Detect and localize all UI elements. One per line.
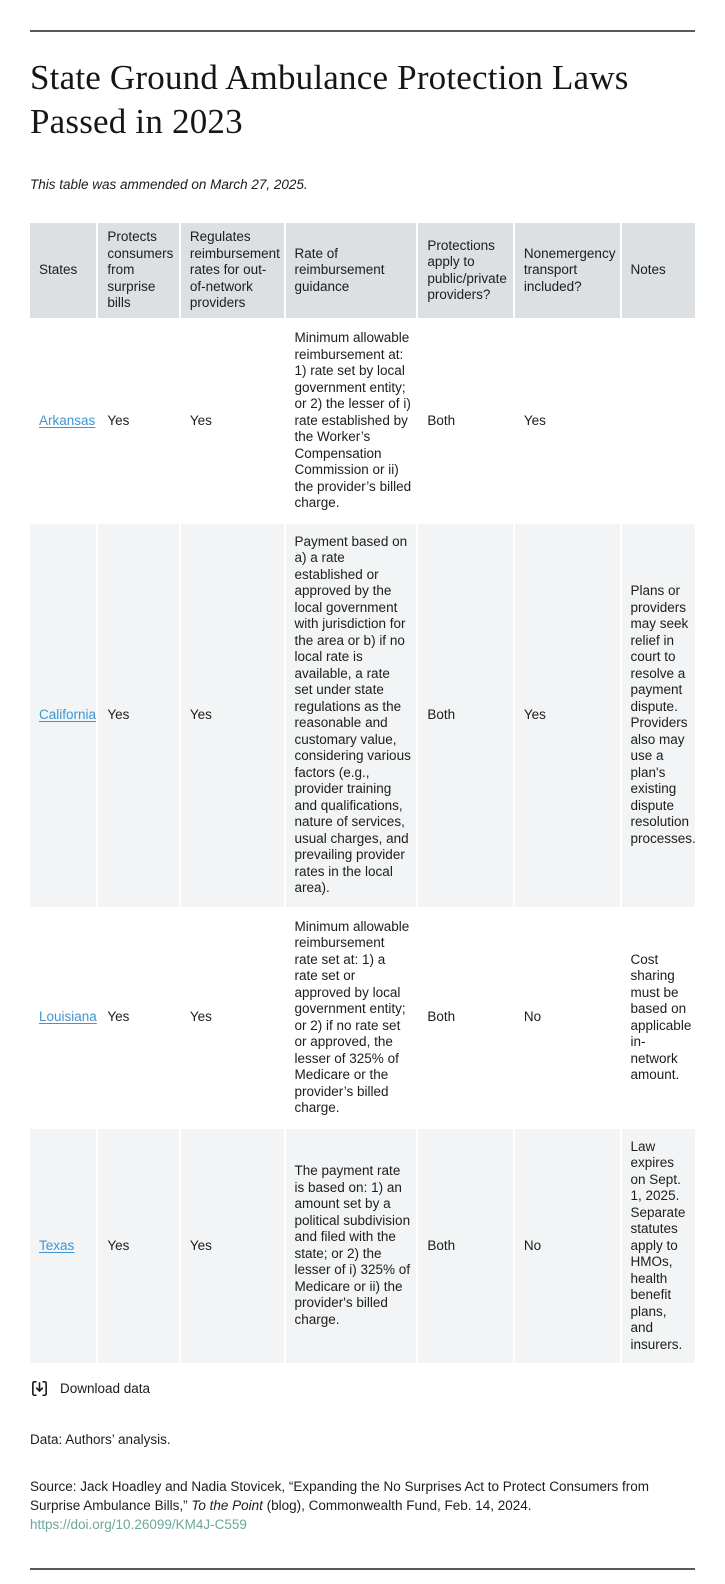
cell-protects: Yes — [98, 320, 178, 522]
column-header: Regulates reimbursement rates for out-of-network providers — [181, 223, 284, 318]
state-link[interactable]: Texas — [39, 1237, 75, 1253]
cell-regulates: Yes — [181, 1129, 284, 1364]
column-header: Protects consumers from surprise bills — [98, 223, 178, 318]
source-note — [30, 1477, 695, 1534]
table-row — [30, 1129, 695, 1364]
table-row — [30, 524, 695, 907]
cell-apply: Both — [418, 1129, 513, 1364]
cell-state — [30, 909, 96, 1127]
column-header: Notes — [622, 223, 695, 318]
cell-apply: Both — [418, 524, 513, 907]
cell-state — [30, 320, 96, 522]
cell-notes — [622, 320, 695, 522]
table-body — [30, 320, 695, 1363]
column-header: Nonemergency transport included? — [515, 223, 620, 318]
download-label: Download data — [60, 1381, 151, 1396]
cell-state — [30, 524, 96, 907]
top-divider — [30, 30, 695, 32]
table-header-row — [30, 223, 695, 318]
bottom-divider — [30, 1568, 695, 1570]
download-data-button[interactable] — [30, 1379, 150, 1398]
cell-rate: The payment rate is based on: 1) an amount set by a political subdivision and filed with the state; or 2) the lesser of i) 325% of Medicare or ii) the provider's billed charge. — [286, 1129, 417, 1364]
cell-regulates: Yes — [181, 524, 284, 907]
table-row — [30, 320, 695, 522]
cell-notes: Plans or providers may seek relief in court to resolve a payment dispute. Providers also may use a plan's existing dispute resolution processes. — [622, 524, 695, 907]
download-icon — [30, 1379, 49, 1398]
source-blog-name: To the Point — [191, 1498, 263, 1513]
cell-rate: Minimum allowable reimbursement rate set at: 1) a rate set or approved by local government entity; or 2) if no rate set or approved, the lesser of 325% of Medicare or the provider’s billed charge. — [286, 909, 417, 1127]
column-header: Protections apply to public/private providers? — [418, 223, 513, 318]
state-link[interactable]: California — [39, 706, 97, 722]
state-link[interactable]: Louisiana — [39, 1009, 97, 1025]
doi-link[interactable]: https://doi.org/10.26099/KM4J-C559 — [30, 1517, 247, 1532]
page-title: State Ground Ambulance Protection Laws Passed in 2023 — [30, 58, 629, 141]
cell-regulates: Yes — [181, 320, 284, 522]
cell-state — [30, 1129, 96, 1364]
ambulance-laws-table — [28, 221, 697, 1365]
column-header: Rate of reimbursement guidance — [286, 223, 417, 318]
cell-regulates: Yes — [181, 909, 284, 1127]
cell-apply: Both — [418, 909, 513, 1127]
cell-nonemergency: No — [515, 909, 620, 1127]
source-text: Source: Jack Hoadley and Nadia Stovicek, “Expanding the No Surprises Act to Protect Consumers from Surprise Ambulance Bills,” — [30, 1479, 650, 1513]
cell-nonemergency: Yes — [515, 524, 620, 907]
cell-nonemergency: No — [515, 1129, 620, 1364]
cell-protects: Yes — [98, 909, 178, 1127]
cell-nonemergency: Yes — [515, 320, 620, 522]
table-row — [30, 909, 695, 1127]
cell-protects: Yes — [98, 1129, 178, 1364]
cell-notes: Law expires on Sept. 1, 2025. Separate statutes apply to HMOs, health benefit plans, and insurers. — [622, 1129, 695, 1364]
page — [0, 30, 725, 1570]
amended-note: This table was ammended on March 27, 2025. — [30, 177, 308, 192]
cell-protects: Yes — [98, 524, 178, 907]
state-link[interactable]: Arkansas — [39, 412, 96, 428]
source-text-suffix: (blog), Commonwealth Fund, Feb. 14, 2024. — [262, 1498, 532, 1513]
data-note: Data: Authors’ analysis. — [30, 1432, 171, 1447]
cell-apply: Both — [418, 320, 513, 522]
column-header: States — [30, 223, 96, 318]
cell-rate: Minimum allowable reimbursement at: 1) rate set by local government entity; or 2) the lesser of i) rate established by the Worker’s Compensation Commission or ii) the provider’s billed charge. — [286, 320, 417, 522]
cell-notes: Cost sharing must be based on applicable in-network amount. — [622, 909, 695, 1127]
cell-rate: Payment based on a) a rate established or approved by the local government with jurisdiction for the area or b) if no local rate is available, a rate set under state regulations as the reasonable and customary value, considering various factors (e.g., provider training and qualifications, nature of services, usual charges, and prevailing provider rates in the local area). — [286, 524, 417, 907]
